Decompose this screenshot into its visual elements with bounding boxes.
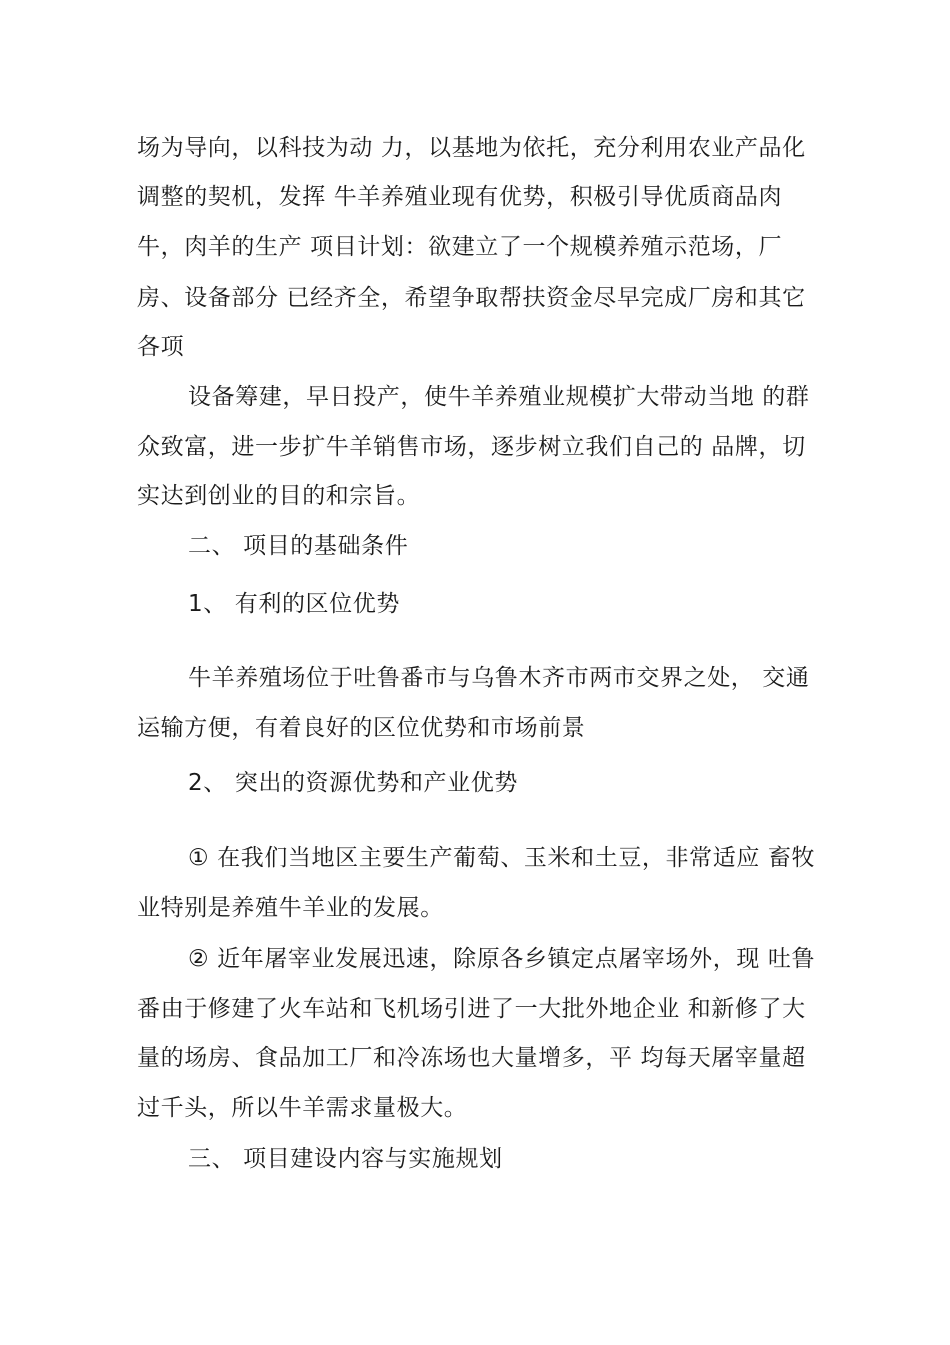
paragraph-line: ① 在我们当地区主要生产葡萄、玉米和土豆，非常适应 畜牧	[188, 845, 816, 871]
paragraph-line: 业特别是养殖牛羊业的发展。	[137, 895, 444, 921]
paragraph-line: 各项	[137, 334, 185, 360]
paragraph-line: 番由于修建了火车站和飞机场引进了一大批外地企业 和新修了大	[137, 996, 806, 1022]
paragraph-line: 牛羊养殖场位于吐鲁番市与乌鲁木齐市两市交界之处， 交通	[188, 665, 810, 691]
paragraph-line: 实达到创业的目的和宗旨。	[137, 483, 421, 509]
section-heading: 三、 项目建设内容与实施规划	[188, 1146, 503, 1172]
section-heading: 二、 项目的基础条件	[188, 533, 409, 559]
paragraph-line: 众致富，进一步扩牛羊销售市场，逐步树立我们自己的 品牌，切	[137, 434, 806, 460]
subsection-heading: 2、 突出的资源优势和产业优势	[188, 770, 518, 796]
paragraph-line: 量的场房、食品加工厂和冷冻场也大量增多，平 均每天屠宰量超	[137, 1045, 806, 1071]
paragraph-line: 过千头，所以牛羊需求量极大。	[137, 1095, 468, 1121]
paragraph-line: 牛，肉羊的生产 项目计划：欲建立了一个规模养殖示范场，厂	[137, 234, 783, 260]
subsection-heading: 1、 有利的区位优势	[188, 591, 400, 617]
paragraph-line: 运输方便，有着良好的区位优势和市场前景	[137, 715, 586, 741]
paragraph-line: 设备筹建，早日投产，使牛羊养殖业规模扩大带动当地 的群	[188, 384, 810, 410]
paragraph-line: 场为导向，以科技为动 力，以基地为依托，充分利用农业产品化	[137, 135, 806, 161]
paragraph-line: 调整的契机，发挥 牛羊养殖业现有优势，积极引导优质商品肉	[137, 184, 783, 210]
paragraph-line: 房、设备部分 已经齐全，希望争取帮扶资金尽早完成厂房和其它	[137, 285, 806, 311]
paragraph-line: ② 近年屠宰业发展迅速，除原各乡镇定点屠宰场外，现 吐鲁	[188, 946, 816, 972]
